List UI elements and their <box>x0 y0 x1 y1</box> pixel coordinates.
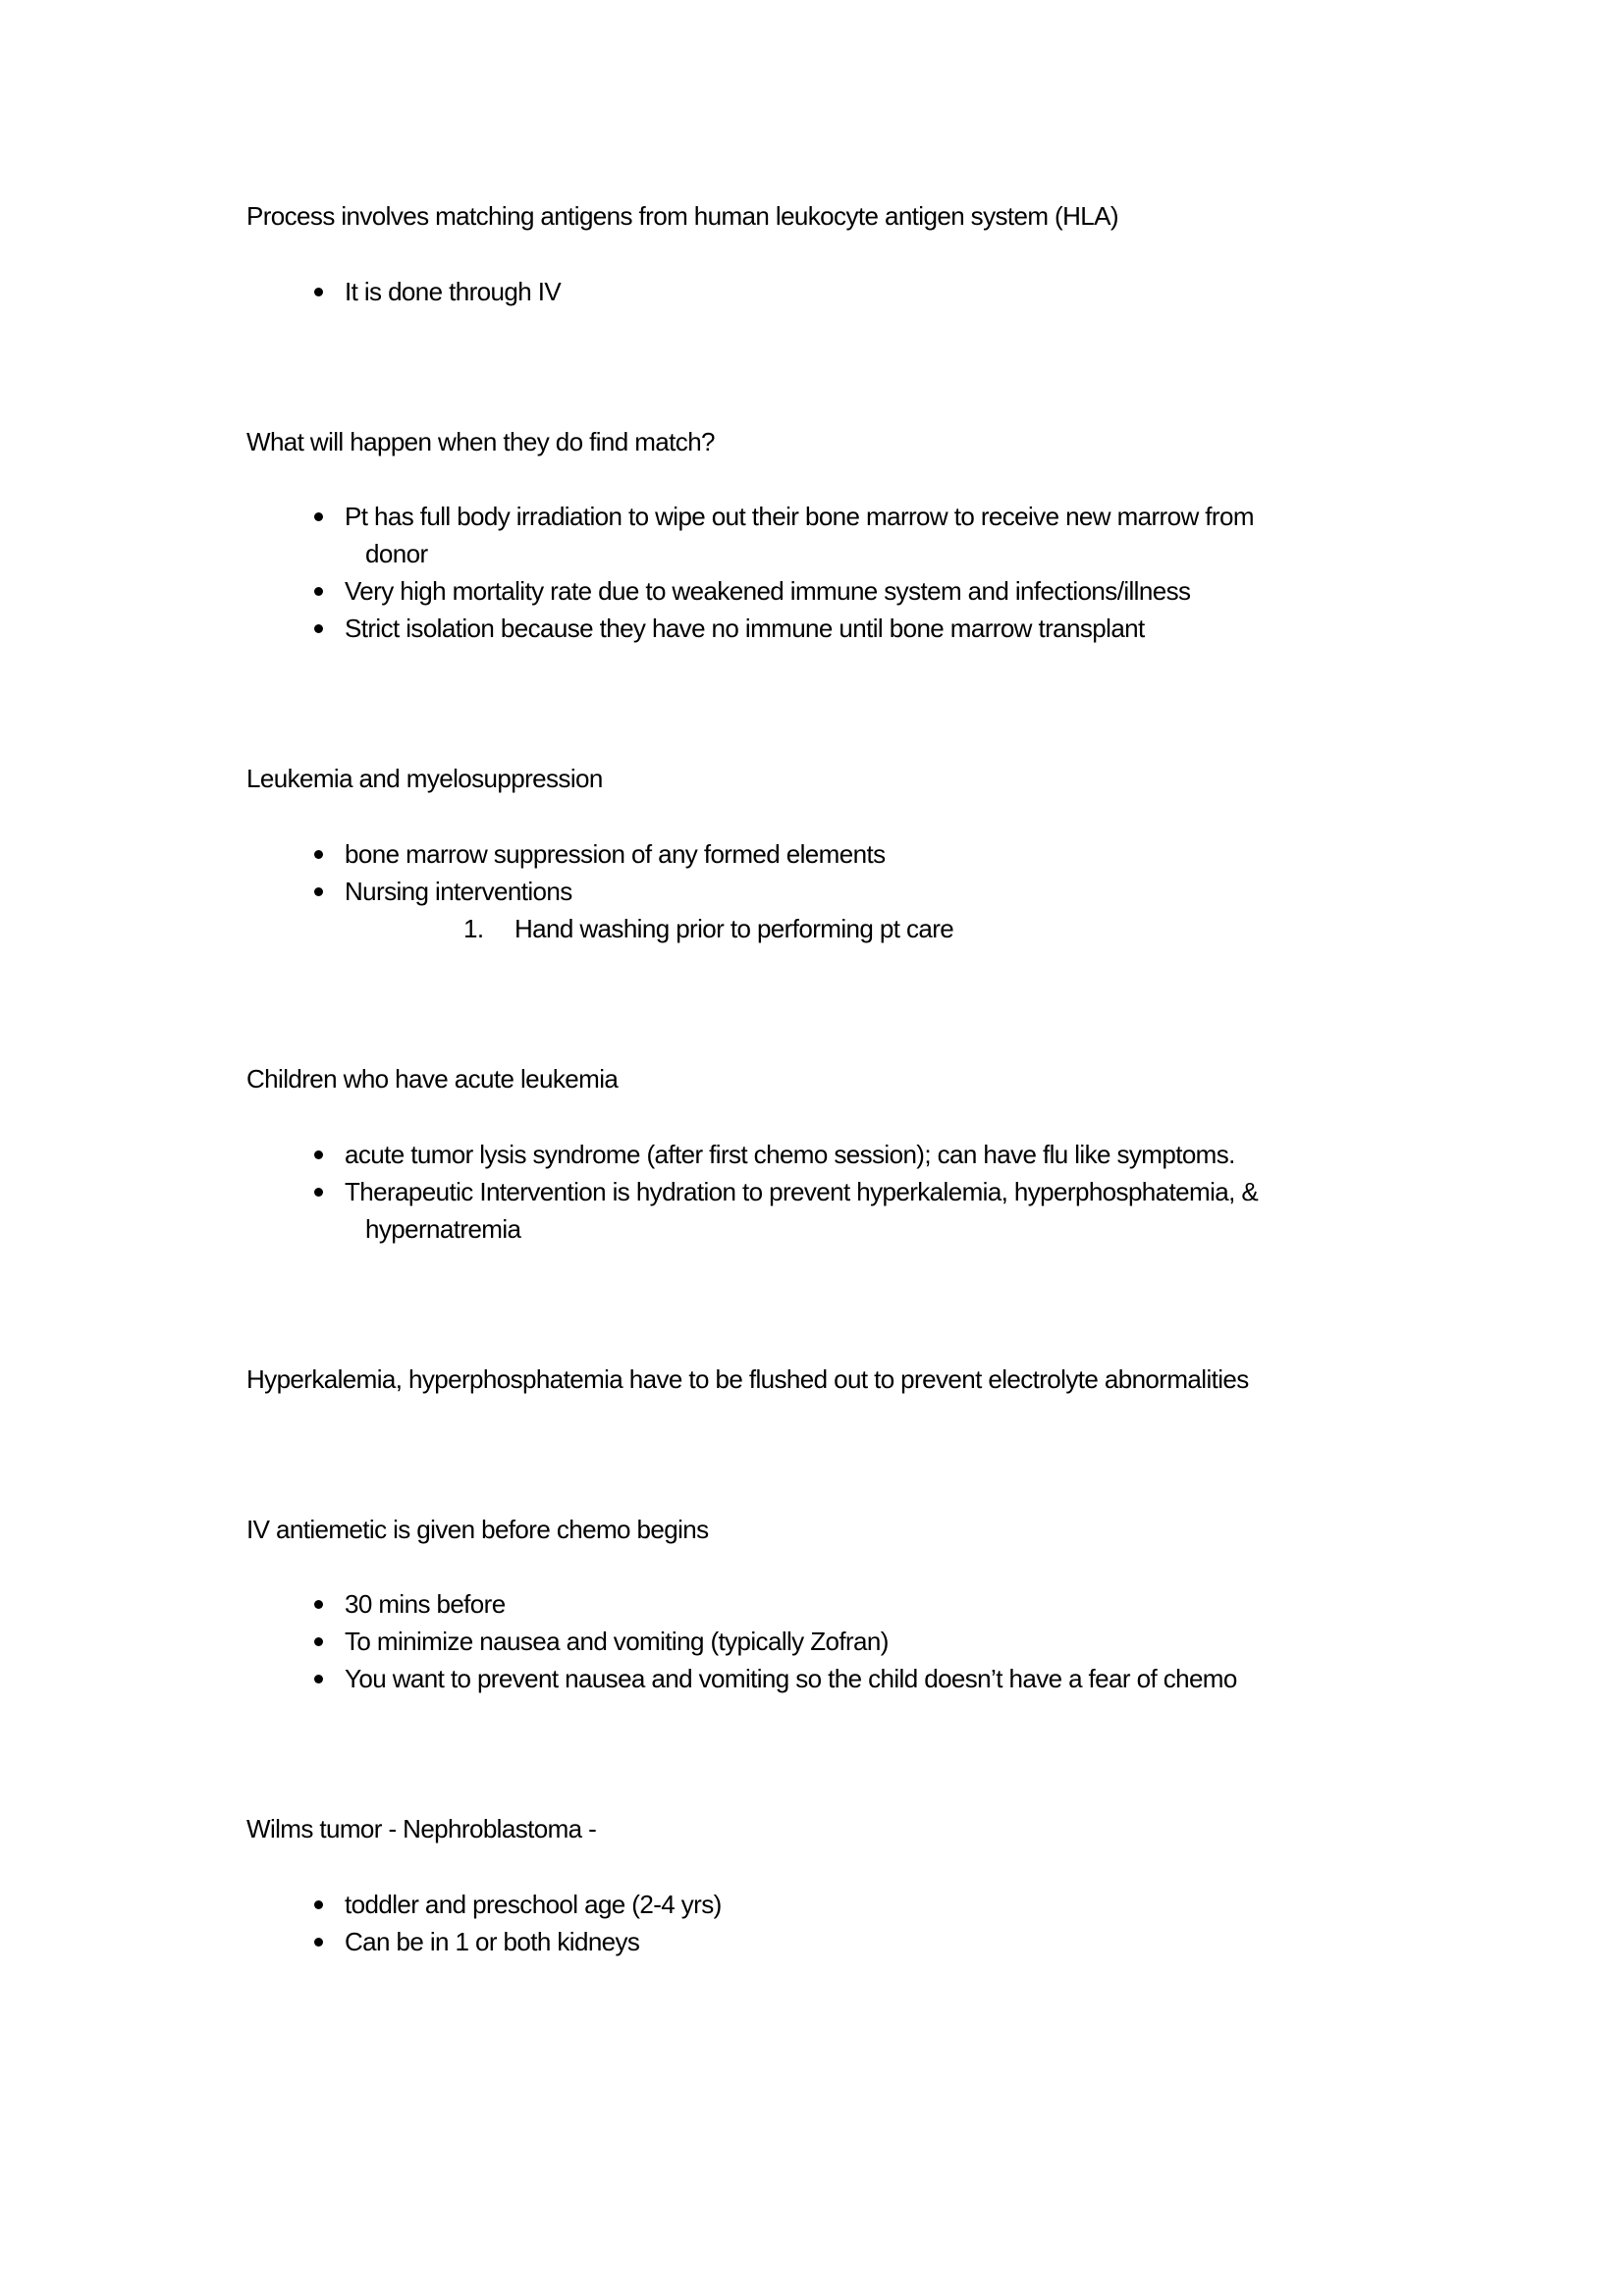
section-heading-acute-leukemia: Children who have acute leukemia <box>246 1064 619 1094</box>
section-heading-hla: Process involves matching antigens from human leukocyte antigen system (HLA) <box>246 201 1118 231</box>
bullet-icon <box>314 1938 323 1947</box>
section-heading-electrolytes: Hyperkalemia, hyperphosphatemia have to be flushed out to prevent electrolyte abnormalities <box>246 1364 1249 1394</box>
bullet-icon <box>314 624 323 633</box>
bullet-icon <box>314 1188 323 1197</box>
bullet-icon <box>314 512 323 521</box>
bullet-icon <box>314 587 323 596</box>
section-heading-find-match: What will happen when they do find match? <box>246 427 715 456</box>
bullet-icon <box>314 1600 323 1609</box>
section-heading-leukemia: Leukemia and myelosuppression <box>246 764 603 793</box>
bullet-icon <box>314 1675 323 1683</box>
document-page: Process involves matching antigens from human leukocyte antigen system (HLA) It is done through IV What will happen when they do find match? Pt has full body irradiation to wipe out their bone marrow to receive new marrow from donor Very high mortality rate due to weakened immune system and infections/illness Strict isolation because they have no immune until bone marrow transplant Leukemia and myelosuppression bone marrow suppression of any formed elements Nursing interventions 1. Hand washing prior to performing pt care Children who have acute leukemia acute tumor lysis syndrome (after first chemo session); can have flu like symptoms. Therapeutic Intervention is hydration to prevent hyperkalemia, hyperphosphatemia, & hypernatremia Hyperkalemia, hyperphosphatemia have to be flushed out to prevent electrolyte abnormalities IV antiemetic is given before chemo begins 30 mins before To minimize nausea and vomiting (typically Zofran) You want to prevent nausea and vomiting so the child doesn’t have a fear of chemo Wilms tumor - Nephroblastoma - toddler and preschool age (2-4 yrs) Can be in 1 or both kidneys <box>0 0 1624 2296</box>
bullet-icon <box>314 1150 323 1159</box>
bullet-icon <box>314 288 323 296</box>
section-heading-antiemetic: IV antiemetic is given before chemo begins <box>246 1515 709 1544</box>
section-heading-wilms: Wilms tumor - Nephroblastoma - <box>246 1814 597 1843</box>
bullet-icon <box>314 1637 323 1646</box>
bullet-icon <box>314 887 323 896</box>
bullet-icon <box>314 1900 323 1909</box>
bullet-icon <box>314 850 323 859</box>
